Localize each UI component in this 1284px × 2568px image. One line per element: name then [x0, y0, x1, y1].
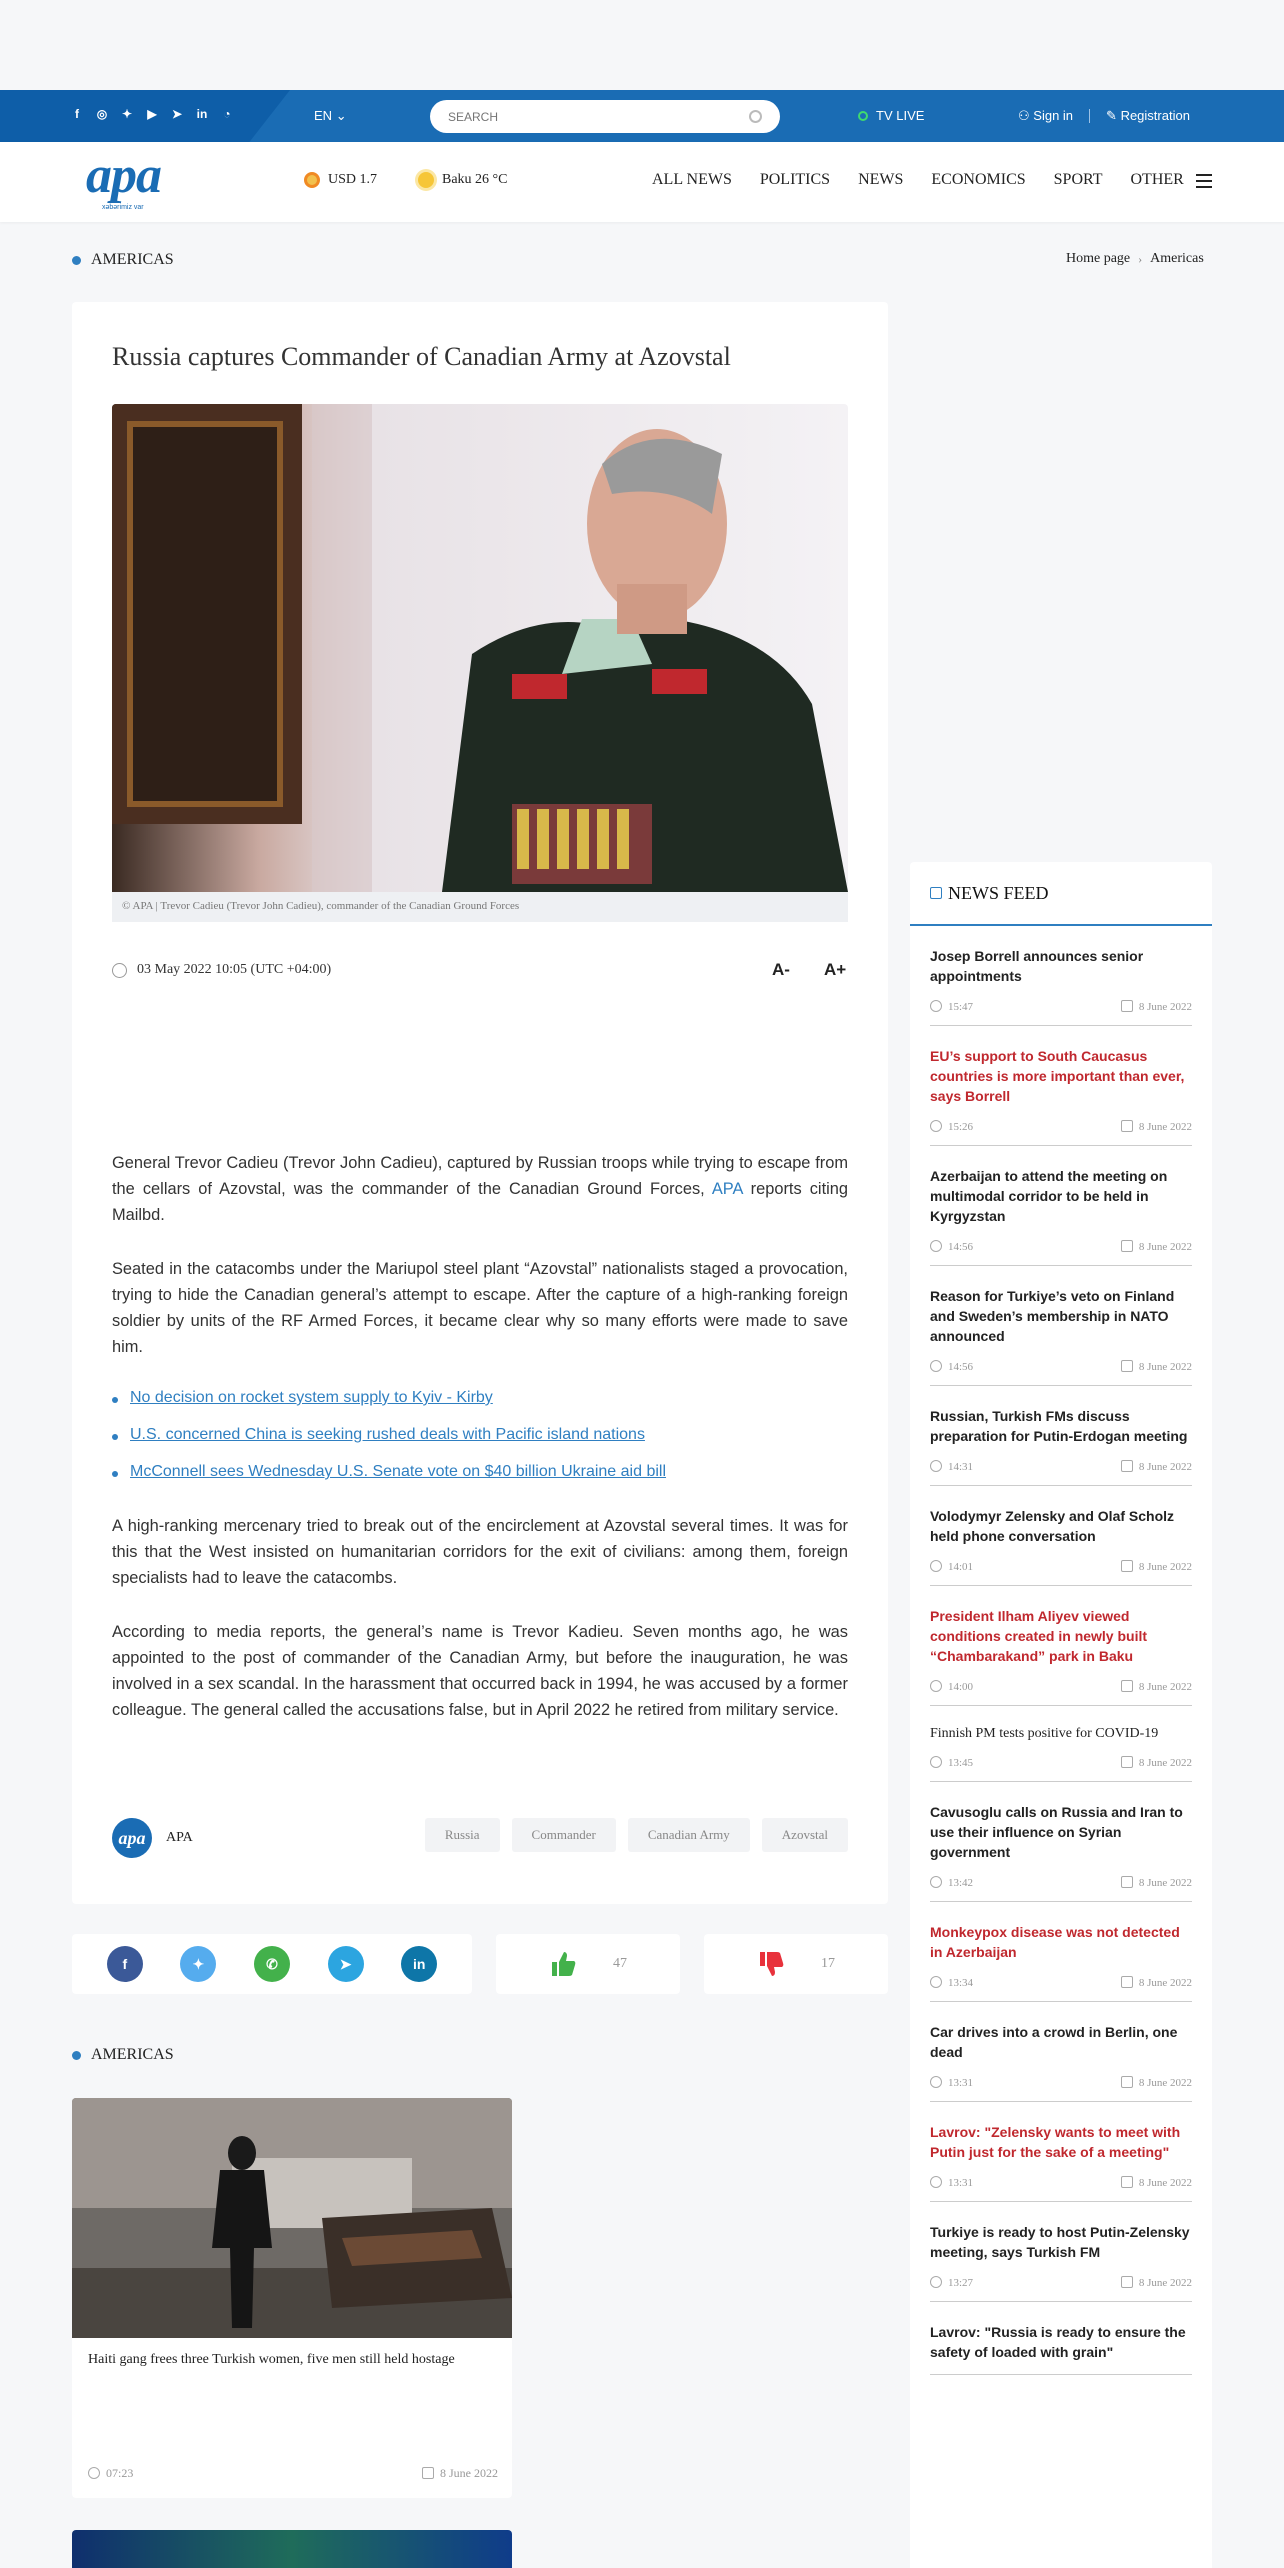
calendar-icon	[1121, 1876, 1133, 1888]
font-decrease-button[interactable]: A-	[772, 960, 790, 979]
feed-item-time	[930, 2076, 973, 2089]
thumbs-down-icon	[757, 1950, 785, 1978]
feed-item-title[interactable]: Finnish PM tests positive for COVID-19	[930, 1726, 1159, 1741]
apa-link[interactable]: APA	[711, 1180, 743, 1198]
calendar-icon	[1121, 1976, 1133, 1988]
tv-live-label: TV LIVE	[876, 108, 925, 123]
feed-item-time	[930, 2176, 973, 2189]
feed-item-title[interactable]: Monkeypox disease was not detected in Azerbaijan	[930, 1924, 1180, 1960]
telegram-icon[interactable]: ➤	[171, 107, 183, 121]
paragraph-4: According to media reports, the general’s name is Trevor Kadieu. Seven months ago, he was appointed to the post of commander of the Canadian Army, but before the inauguration, he was involved in a sex scandal. In the harassment that occurred back in 1994, he was accused by a former colleague. The general called the accusations false, but in April 2022 he retired from military service.	[112, 1623, 848, 1719]
article-body	[112, 1150, 848, 1751]
linkedin-share-icon[interactable]: in	[401, 1946, 437, 1982]
feed-item-date	[1121, 1876, 1192, 1889]
calendar-icon	[1121, 1756, 1133, 1768]
top-bar	[0, 90, 1284, 142]
news-feed	[910, 862, 1212, 2568]
related-item	[112, 1421, 848, 1448]
search-icon[interactable]	[749, 110, 762, 123]
feed-item-date-text: 8 June 2022	[1138, 1361, 1192, 1373]
calendar-icon	[1121, 1360, 1133, 1372]
feed-icon	[930, 887, 942, 899]
feed-item-time-text: 13:34	[948, 1977, 974, 1989]
nav-item-news[interactable]: NEWS	[858, 171, 904, 188]
telegram-share-icon[interactable]: ➤	[328, 1946, 364, 1982]
feed-item-title[interactable]: Russian, Turkish FMs discuss preparation for Putin-Erdogan meeting	[930, 1408, 1188, 1444]
feed-item-date	[1121, 1756, 1192, 1769]
feed-item-date-text: 8 June 2022	[1138, 1241, 1192, 1253]
author-name: APA	[166, 1830, 193, 1845]
feed-item-meta	[930, 2176, 1192, 2189]
sign-in-link[interactable]	[1018, 108, 1073, 124]
calendar-icon	[1121, 2176, 1133, 2188]
divider	[1089, 109, 1090, 123]
share-bar	[72, 1934, 472, 1994]
paragraph-1	[112, 1150, 848, 1228]
calendar-icon	[1121, 1240, 1133, 1252]
feed-item[interactable]	[930, 1146, 1192, 1266]
feed-item-time	[930, 1756, 973, 1769]
clock-icon	[930, 1000, 942, 1012]
main-nav	[0, 142, 1284, 222]
feed-item[interactable]	[930, 1586, 1192, 1706]
feed-item-time	[930, 1240, 973, 1253]
card-time-text: 07:23	[106, 2466, 134, 2480]
clock-icon	[930, 1976, 942, 1988]
feed-item-date-text: 8 June 2022	[1138, 1461, 1192, 1473]
nav-item-economics[interactable]: ECONOMICS	[931, 171, 1026, 188]
section-label: AMERICAS	[91, 251, 174, 268]
news-card-title: Haiti gang frees three Turkish women, five men still held hostage	[88, 2352, 455, 2367]
feed-item-time	[930, 1360, 973, 1373]
card-time	[88, 2466, 133, 2481]
feed-item-time	[930, 1976, 973, 1989]
tag[interactable]: Canadian Army	[628, 1818, 750, 1852]
sun-icon	[418, 172, 434, 188]
feed-item-date	[1121, 1360, 1192, 1373]
feed-item-title[interactable]: Azerbaijan to attend the meeting on multimodal corridor to be held in Kyrgyzstan	[930, 1168, 1168, 1224]
clock-icon	[930, 1560, 942, 1572]
feed-item-date	[1121, 1460, 1192, 1473]
feed-item[interactable]	[930, 2002, 1192, 2102]
whatsapp-share-icon[interactable]: ✆	[254, 1946, 290, 1982]
feed-item-time-text: 15:26	[948, 1121, 974, 1133]
dislike-button[interactable]	[704, 1934, 888, 1994]
feed-item-title[interactable]: President Ilham Aliyev viewed conditions created in newly built “Chambarakand” park in Baku	[930, 1608, 1148, 1664]
instagram-icon[interactable]: ◎	[96, 107, 108, 121]
feed-item-meta	[930, 1680, 1192, 1693]
tv-live-link[interactable]	[858, 108, 924, 123]
tag-list	[425, 1818, 848, 1852]
photo-caption: © APA | Trevor Cadieu (Trevor John Cadieu), commander of the Canadian Ground Forces	[112, 892, 848, 922]
facebook-share-icon[interactable]: f	[107, 1946, 143, 1982]
feed-item-date	[1121, 1000, 1192, 1013]
feed-item[interactable]	[930, 1486, 1192, 1586]
usd-rate: USD 1.7	[328, 172, 378, 187]
clock-icon	[930, 1120, 942, 1132]
language-label: EN	[314, 108, 333, 123]
more-section-label: AMERICAS	[91, 2046, 174, 2063]
clock-icon	[88, 2467, 100, 2479]
article-card	[72, 302, 888, 1904]
feed-item-date	[1121, 1680, 1192, 1693]
news-feed-title: NEWS FEED	[948, 882, 1049, 903]
facebook-icon[interactable]: f	[75, 107, 79, 121]
chevron-right-icon: ›	[1138, 251, 1143, 266]
feed-item-date	[1121, 1560, 1192, 1573]
news-feed-header	[910, 862, 1212, 926]
registration-link[interactable]	[1106, 108, 1190, 124]
currency-widget	[304, 172, 377, 188]
feed-item[interactable]	[930, 1902, 1192, 2002]
feed-item-meta	[930, 2276, 1192, 2289]
weather-widget	[418, 172, 508, 188]
calendar-icon	[1121, 1460, 1133, 1472]
feed-item-meta	[930, 2076, 1192, 2089]
feed-item-date-text: 8 June 2022	[1138, 1561, 1192, 1573]
article-date	[112, 962, 331, 978]
feed-item-meta	[930, 1460, 1192, 1473]
feed-item-title[interactable]: Turkiye is ready to host Putin-Zelensky meeting, says Turkish FM	[930, 2224, 1190, 2260]
search-input[interactable]	[448, 110, 728, 124]
clock-icon	[112, 963, 127, 978]
related-link[interactable]: No decision on rocket system supply to Kyiv - Kirby	[130, 1389, 493, 1406]
feed-item[interactable]	[930, 1782, 1192, 1902]
calendar-icon	[1121, 1680, 1133, 1692]
feed-item-date	[1121, 1120, 1192, 1133]
feed-item-time-text: 14:56	[948, 1361, 974, 1373]
feed-item-date	[1121, 2176, 1192, 2189]
feed-item-meta	[930, 1560, 1192, 1573]
nav-item-other[interactable]: OTHER	[1130, 171, 1184, 188]
related-link[interactable]: U.S. concerned China is seeking rushed deals with Pacific island nations	[130, 1426, 645, 1443]
feed-item[interactable]	[930, 926, 1192, 1026]
feed-item-meta	[930, 1876, 1192, 1889]
feed-item-title[interactable]: Volodymyr Zelensky and Olaf Scholz held phone conversation	[930, 1508, 1175, 1544]
feed-item-time	[930, 1000, 973, 1013]
feed-item-date-text: 8 June 2022	[1138, 1977, 1192, 1989]
font-size-controls	[772, 960, 846, 980]
feed-item-time-text: 13:45	[948, 1757, 974, 1769]
date-text: 03 May 2022 10:05 (UTC +04:00)	[137, 962, 332, 977]
youtube-icon[interactable]: ▶	[147, 107, 157, 121]
feed-item-title[interactable]: Lavrov: "Zelensky wants to meet with Putin just for the sake of a meeting"	[930, 2124, 1181, 2160]
feed-item[interactable]	[930, 1706, 1192, 1782]
feed-item-time-text: 13:42	[948, 1877, 974, 1889]
feed-item-meta	[930, 1360, 1192, 1373]
social-links	[70, 107, 234, 121]
clock-icon	[930, 1876, 942, 1888]
feed-item-time-text: 14:31	[948, 1461, 974, 1473]
weather-text: Baku 26 °C	[442, 172, 508, 187]
feed-item-date	[1121, 2276, 1192, 2289]
related-links	[112, 1384, 848, 1485]
tag[interactable]: Russia	[425, 1818, 500, 1852]
breadcrumb-home[interactable]: Home page	[1066, 251, 1131, 266]
feed-item-time-text: 14:00	[948, 1681, 974, 1693]
calendar-icon	[1121, 2276, 1133, 2288]
feed-item-time-text: 14:01	[948, 1561, 974, 1573]
feed-item-time	[930, 1876, 973, 1889]
search-box	[430, 100, 780, 133]
related-item	[112, 1384, 848, 1411]
paragraph-3: A high-ranking mercenary tried to break out of the encirclement at Azovstal several times. It was for this that the West insisted on humanitarian corridors for the exit of civilians: among them, foreign specialists had to leave the catacombs.	[112, 1517, 848, 1587]
related-link[interactable]: McConnell sees Wednesday U.S. Senate vote on $40 billion Ukraine aid bill	[130, 1463, 667, 1480]
feed-item[interactable]	[930, 1026, 1192, 1146]
feed-item-date-text: 8 June 2022	[1138, 1757, 1192, 1769]
calendar-icon	[1121, 2076, 1133, 2088]
menu	[652, 171, 1184, 189]
like-button[interactable]	[496, 1934, 680, 1994]
nav-item-all-news[interactable]: ALL NEWS	[652, 171, 732, 188]
registration-label: Registration	[1120, 108, 1190, 123]
feed-item-title[interactable]: Lavrov: "Russia is ready to ensure the safety of loaded with grain"	[930, 2324, 1186, 2360]
feed-item-time-text: 13:31	[948, 2177, 974, 2189]
related-item	[112, 1458, 848, 1485]
pen-icon: ✎	[1106, 108, 1117, 123]
auth-links	[1018, 108, 1190, 124]
p1-text-end: reports citing Mailbd.	[112, 1180, 848, 1224]
feed-item-date-text: 8 June 2022	[1138, 2277, 1192, 2289]
feed-item[interactable]	[930, 1386, 1192, 1486]
breadcrumb	[1066, 251, 1204, 267]
nav-item-politics[interactable]: POLITICS	[759, 171, 831, 188]
feed-item-date-text: 8 June 2022	[1138, 2077, 1192, 2089]
feed-item-date-text: 8 June 2022	[1138, 1877, 1192, 1889]
calendar-icon	[1121, 1120, 1133, 1132]
feed-item-date-text: 8 June 2022	[1138, 2177, 1192, 2189]
feed-item-meta	[930, 1120, 1192, 1133]
section-title	[72, 251, 174, 269]
clock-icon	[930, 1360, 942, 1372]
paragraph-2: Seated in the catacombs under the Mariupol steel plant “Azovstal” nationalists staged a provocation, trying to hide the Canadian general’s attempt to escape. After the capture of a high-ranking foreign soldier by units of the RF Armed Forces, it became clear why so many efforts were made to save him.	[112, 1260, 848, 1356]
clock-icon	[930, 1756, 942, 1768]
feed-item-time-text: 14:56	[948, 1241, 974, 1253]
more-section-title	[72, 2046, 174, 2064]
article-title: Russia captures Commander of Canadian Army at Azovstal	[112, 342, 731, 371]
calendar-icon	[1121, 1560, 1133, 1572]
feed-item-date-text: 8 June 2022	[1138, 1681, 1192, 1693]
feed-item-time-text: 15:47	[948, 1001, 974, 1013]
feed-item-date	[1121, 1976, 1192, 1989]
clock-icon	[930, 1680, 942, 1692]
feed-item-date-text: 8 June 2022	[1138, 1121, 1192, 1133]
feed-item-meta	[930, 1000, 1192, 1013]
dislike-count: 17	[821, 1956, 835, 1971]
clock-icon	[930, 2276, 942, 2288]
tag[interactable]: Commander	[512, 1818, 616, 1852]
feed-item[interactable]	[930, 2202, 1192, 2302]
language-select[interactable]	[314, 108, 347, 124]
feed-item-time-text: 13:27	[948, 2277, 974, 2289]
section-dot	[72, 2051, 81, 2060]
calendar-icon	[1121, 1000, 1133, 1012]
clock-icon	[930, 1460, 942, 1472]
feed-item[interactable]	[930, 2102, 1192, 2202]
sign-in-label: Sign in	[1033, 108, 1074, 123]
feed-item-meta	[930, 1976, 1192, 1989]
section-dot	[72, 256, 81, 265]
clock-icon	[930, 1240, 942, 1252]
font-increase-button[interactable]: A+	[823, 960, 847, 979]
feed-item-meta	[930, 1756, 1192, 1769]
clock-icon	[930, 2076, 942, 2088]
feed-item-date	[1121, 2076, 1192, 2089]
site-logo[interactable]	[86, 147, 182, 211]
feed-item-title[interactable]: Josep Borrell announces senior appointments	[930, 948, 1144, 984]
thumbs-up-icon	[549, 1950, 577, 1978]
feed-item[interactable]	[930, 2302, 1192, 2375]
feed-item-date	[1121, 1240, 1192, 1253]
news-feed-list	[910, 926, 1212, 2375]
chevron-down-icon: ⌄	[335, 108, 347, 123]
card-date-text: 8 June 2022	[440, 2466, 498, 2480]
clock-icon	[930, 2176, 942, 2188]
article-photo	[112, 404, 848, 892]
twitter-share-icon[interactable]: ✦	[180, 1946, 216, 1982]
news-card-meta	[88, 2466, 498, 2481]
twitter-icon[interactable]: ✦	[121, 107, 133, 121]
news-card-image	[72, 2098, 512, 2338]
feed-item-title[interactable]: Car drives into a crowd in Berlin, one dead	[930, 2024, 1178, 2060]
news-card-next-image[interactable]	[72, 2530, 512, 2568]
feed-item-time	[930, 2276, 973, 2289]
rss-icon[interactable]: ◔	[223, 107, 231, 121]
feed-item-time	[930, 1680, 973, 1693]
feed-item-meta	[930, 1240, 1192, 1253]
breadcrumb-current: Americas	[1150, 251, 1204, 266]
nav-item-sport[interactable]: SPORT	[1053, 171, 1103, 188]
feed-item-time	[930, 1560, 973, 1573]
live-icon	[858, 111, 868, 121]
author[interactable]	[112, 1818, 193, 1858]
feed-item-date-text: 8 June 2022	[1138, 1001, 1192, 1013]
feed-item-title[interactable]: Cavusoglu calls on Russia and Iran to use their influence on Syrian government	[930, 1804, 1183, 1860]
feed-item-time-text: 13:31	[948, 2077, 974, 2089]
feed-item-time	[930, 1120, 973, 1133]
feed-item-title[interactable]: EU’s support to South Caucasus countries is more important than ever, says Borrell	[930, 1048, 1185, 1104]
calendar-icon	[422, 2467, 434, 2479]
feed-item-title[interactable]: Reason for Turkiye’s veto on Finland and Sweden’s membership in NATO announced	[930, 1288, 1175, 1344]
feed-item[interactable]	[930, 1266, 1192, 1386]
linkedin-icon[interactable]: in	[196, 107, 208, 121]
general-portrait-image	[112, 404, 848, 892]
like-count: 47	[613, 1956, 627, 1971]
user-icon: ⚇	[1018, 108, 1030, 123]
feed-item-time	[930, 1460, 973, 1473]
p1-text: General Trevor Cadieu (Trevor John Cadieu), captured by Russian troops while trying to escape from the cellars of Azovstal, was the commander of the Canadian Ground Forces,	[112, 1154, 848, 1198]
coin-icon	[304, 172, 320, 188]
logo-tagline: xəbərimiz var	[102, 204, 144, 211]
logo-text: apa	[86, 147, 161, 204]
avatar: apa	[112, 1818, 152, 1858]
news-card[interactable]	[72, 2098, 512, 2498]
tag[interactable]: Azovstal	[762, 1818, 848, 1852]
card-date	[422, 2466, 498, 2481]
hamburger-menu-icon[interactable]	[1196, 174, 1212, 188]
